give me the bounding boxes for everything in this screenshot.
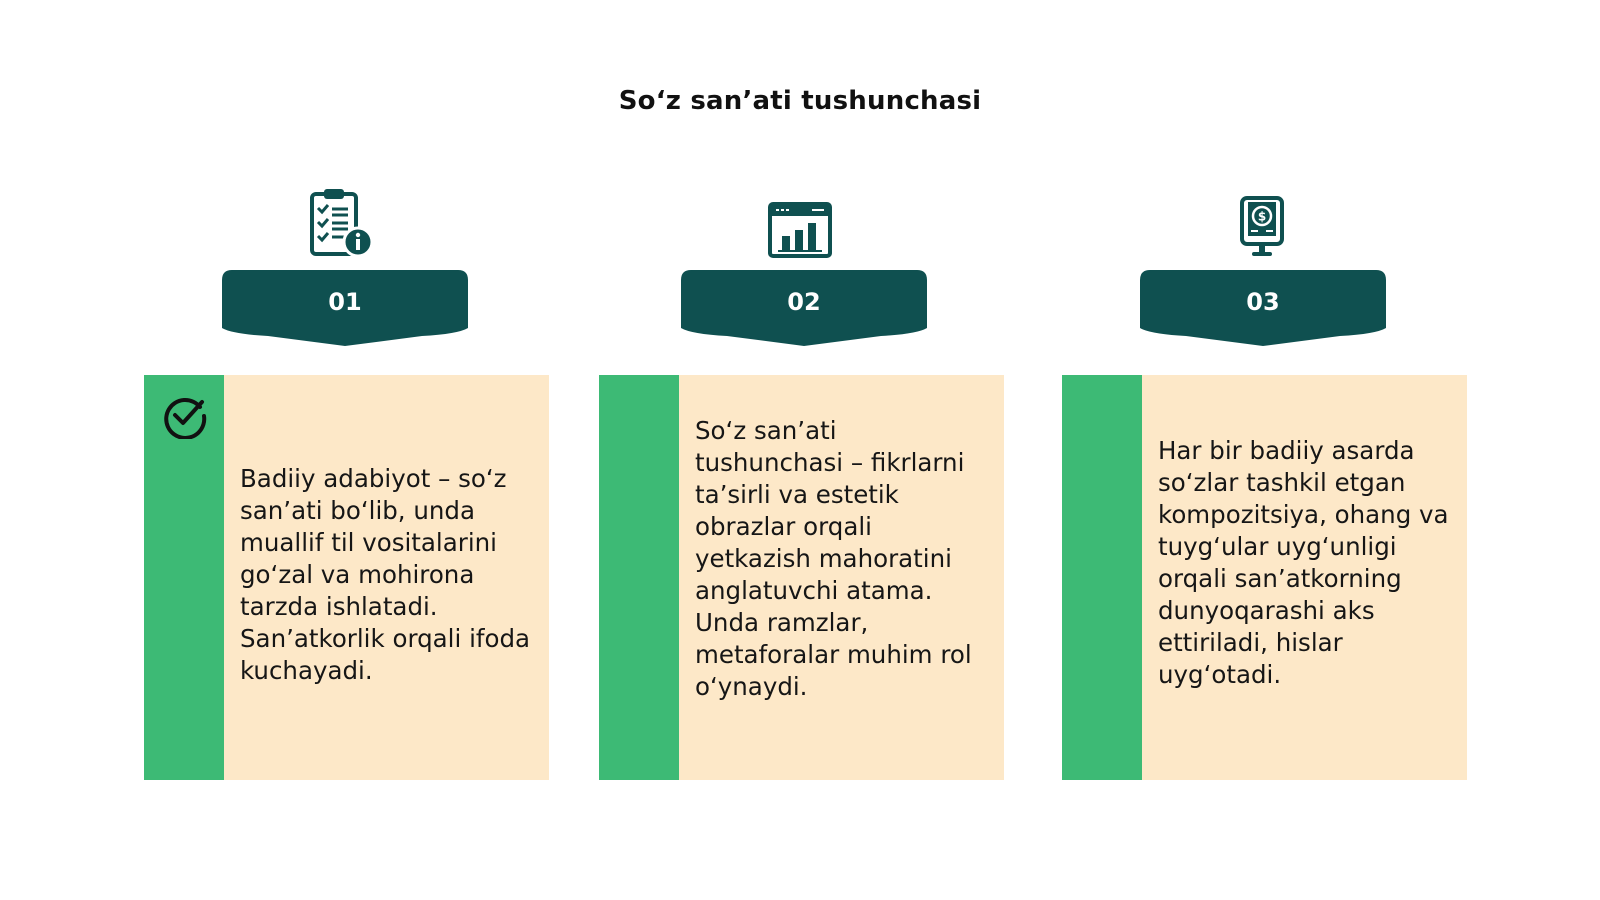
svg-text:$: $ bbox=[1257, 209, 1267, 224]
page-title: So‘z san’ati tushunchasi bbox=[618, 86, 982, 116]
card-accent-bar bbox=[144, 375, 224, 780]
card-text: Badiiy adabiyot – so‘z san’ati bo‘lib, unda muallif til vositalarini go‘zal va mohirona tarzda ishlatadi. San’atkorlik orqali ifoda kuchayadi. bbox=[240, 464, 531, 685]
check-circle-icon bbox=[162, 393, 208, 439]
content-card-01 bbox=[144, 375, 549, 780]
card-text: Har bir badiiy asarda so‘zlar tashkil etgan kompozitsiya, ohang va tuyg‘ular uyg‘unligi orqali san’atkorning dunyoqarashi aks ettiriladi, hislar uyg‘otadi. bbox=[1158, 436, 1449, 689]
step-number: 01 bbox=[328, 288, 362, 316]
card-accent-bar bbox=[599, 375, 679, 780]
browser-bar-chart-icon bbox=[760, 196, 840, 268]
content-card-02 bbox=[599, 375, 1004, 780]
step-badge-02 bbox=[681, 270, 927, 346]
step-badge-03 bbox=[1140, 270, 1386, 346]
step-badge-01 bbox=[222, 270, 468, 346]
content-card-03 bbox=[1062, 375, 1467, 780]
clipboard-checklist-info-icon bbox=[306, 188, 386, 260]
step-number: 03 bbox=[1246, 288, 1280, 316]
step-number: 02 bbox=[787, 288, 821, 316]
monitor-dollar-icon bbox=[1222, 192, 1302, 264]
card-text: So‘z san’ati tushunchasi – fikrlarni ta’sirli va estetik obrazlar orqali yetkazish mahoratini anglatuvchi atama. Unda ramzlar, metaforalar muhim rol o‘ynaydi. bbox=[695, 416, 972, 701]
card-accent-bar bbox=[1062, 375, 1142, 780]
